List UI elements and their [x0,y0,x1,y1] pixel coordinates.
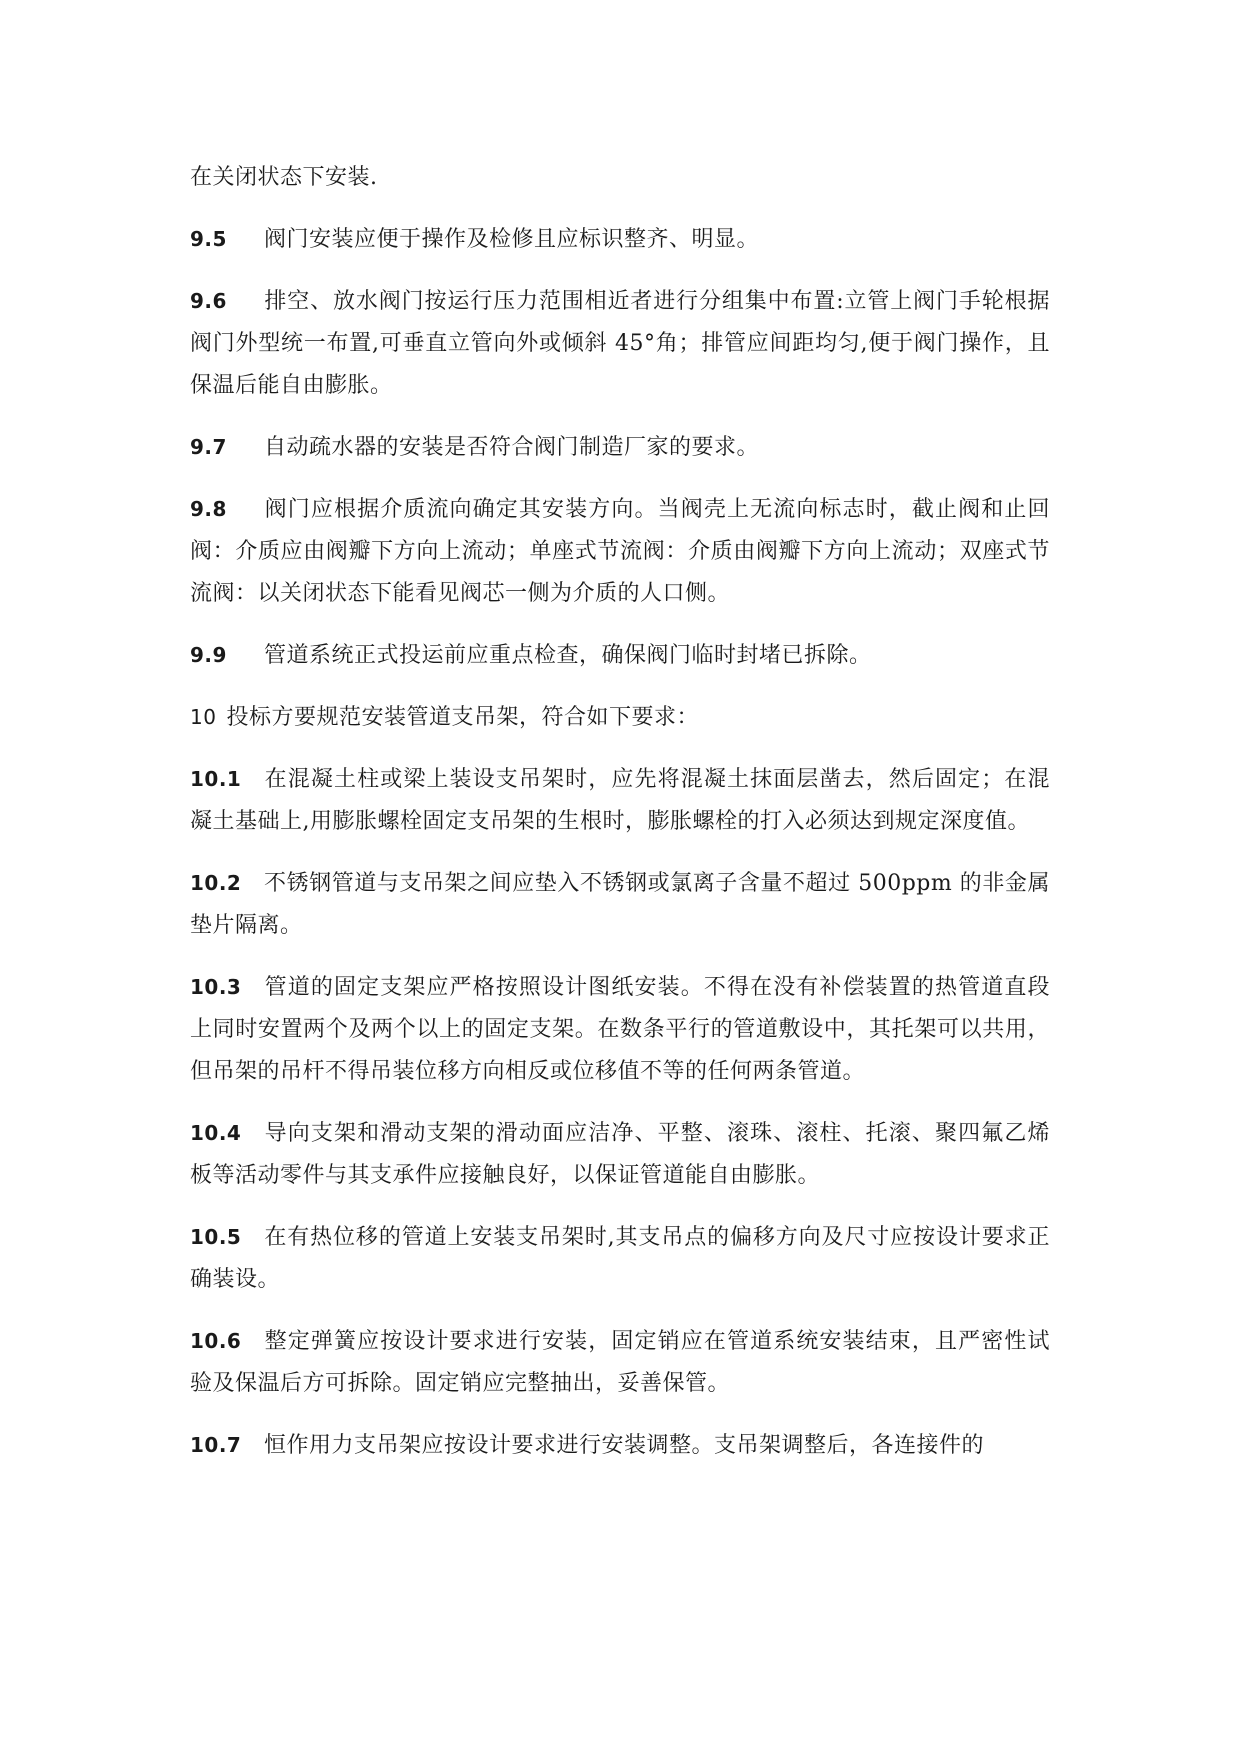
paragraph-10-heading [190,696,1050,739]
paragraph-text: 排空、放水阀门按运行压力范围相近者进行分组集中布置:立管上阀门手轮根据阀门外型统一布置,可垂直立管向外或倾斜 45°角；排管应间距均匀,便于阀门操作，且保温后能自由膨胀。 [190,289,1050,398]
section-number: 10.7 [190,1433,242,1457]
document-body [190,157,1050,1486]
paragraph-text: 导向支架和滑动支架的滑动面应洁净、平整、滚珠、滚柱、托滚、聚四氟乙烯板等活动零件与其支承件应接触良好，以保证管道能自由膨胀。 [190,1121,1050,1188]
paragraph-10-6 [190,1320,1050,1405]
section-number: 10.6 [190,1329,242,1353]
section-number: 9.7 [190,435,227,459]
paragraph-10-5 [190,1216,1050,1301]
paragraph-9-5 [190,218,1050,261]
section-number: 10.2 [190,871,242,895]
paragraph-9-9 [190,634,1050,677]
paragraph-text: 投标方要规范安装管道支吊架，符合如下要求： [226,705,699,730]
paragraph-text: 管道的固定支架应严格按照设计图纸安装。不得在没有补偿装置的热管道直段上同时安置两个及两个以上的固定支架。在数条平行的管道敷设中，其托架可以共用，但吊架的吊杆不得吊装位移方向相反或位移值不等的任何两条管道。 [190,975,1050,1084]
section-number: 9.9 [190,643,227,667]
paragraph-10-4 [190,1112,1050,1197]
paragraph-9-7 [190,426,1050,469]
section-number: 10.1 [190,767,242,791]
paragraph-text: 在混凝土柱或梁上装设支吊架时，应先将混凝土抹面层凿去，然后固定；在混凝土基础上,用膨胀螺栓固定支吊架的生根时，膨胀螺栓的打入必须达到规定深度值。 [190,767,1050,834]
paragraph-text: 在有热位移的管道上安装支吊架时,其支吊点的偏移方向及尺寸应按设计要求正确装设。 [190,1225,1050,1292]
section-number: 10.4 [190,1121,242,1145]
section-number: 9.5 [190,227,227,251]
paragraph-text: 阀门安装应便于操作及检修且应标识整齐、明显。 [264,227,760,252]
paragraph-text: 不锈钢管道与支吊架之间应垫入不锈钢或氯离子含量不超过 500ppm 的非金属垫片隔离。 [190,871,1050,938]
section-number: 10.3 [190,975,242,999]
paragraph-10-1 [190,758,1050,843]
paragraph-text: 自动疏水器的安装是否符合阀门制造厂家的要求。 [264,435,760,460]
section-number: 9.8 [190,497,227,521]
paragraph-10-3 [190,966,1050,1093]
paragraph-text: 在关闭状态下安装. [190,165,378,190]
paragraph-text: 管道系统正式投运前应重点检查，确保阀门临时封堵已拆除。 [264,643,872,668]
section-number: 10.5 [190,1225,242,1249]
paragraph-9-8 [190,488,1050,615]
paragraph-10-7 [190,1424,1050,1467]
paragraph-10-2 [190,862,1050,947]
paragraph-text: 整定弹簧应按设计要求进行安装，固定销应在管道系统安装结束，且严密性试验及保温后方可拆除。固定销应完整抽出，妥善保管。 [190,1329,1050,1396]
paragraph-text: 阀门应根据介质流向确定其安装方向。当阀壳上无流向标志时，截止阀和止回阀：介质应由阀瓣下方向上流动；单座式节流阀：介质由阀瓣下方向上流动；双座式节流阀：以关闭状态下能看见阀芯一侧为介质的人口侧。 [190,497,1050,606]
paragraph-9-6 [190,280,1050,407]
section-number: 10 [190,705,217,729]
paragraph-text: 恒作用力支吊架应按设计要求进行安装调整。支吊架调整后，各连接件的 [264,1433,985,1458]
section-number: 9.6 [190,289,227,313]
paragraph-continuation [190,157,1050,199]
